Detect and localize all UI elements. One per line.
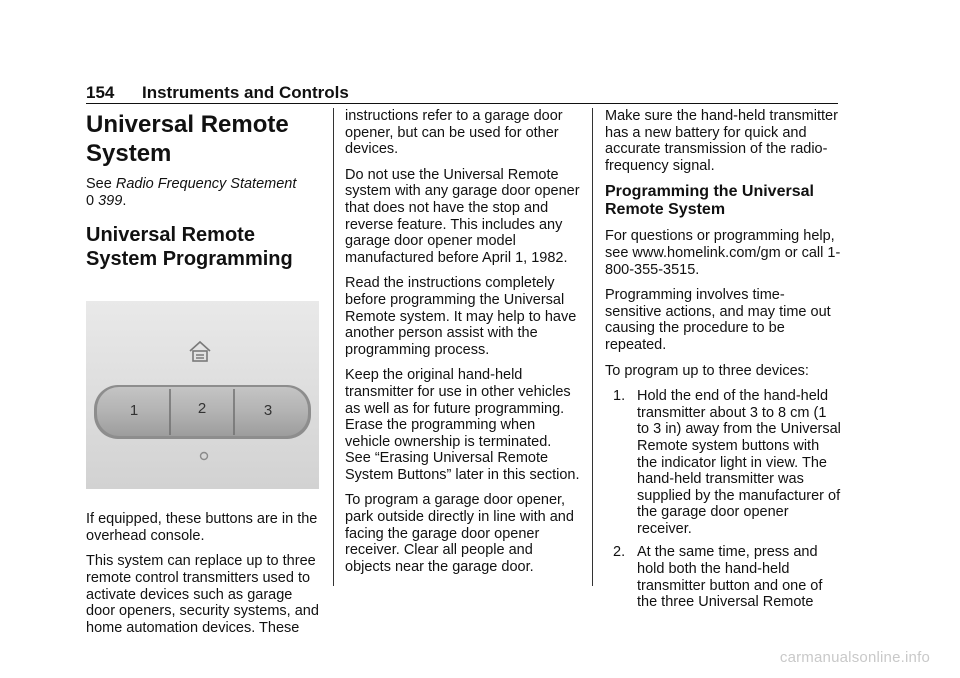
paragraph: To program up to three devices: bbox=[605, 362, 809, 379]
see-prefix: See bbox=[86, 176, 112, 192]
paragraph: Do not use the Universal Remote system with any garage door opener that does not have the stop and reverse feature. This includes any garage door opener model manufactured before April 1, 1982. bbox=[345, 166, 580, 266]
section-title: Instruments and Controls bbox=[142, 83, 349, 102]
section-heading: Universal Remote System Programming bbox=[86, 224, 293, 271]
column-divider bbox=[592, 108, 593, 586]
paragraph: If equipped, these buttons are in the overhead console. bbox=[86, 511, 318, 544]
page-ref-icon: 0 bbox=[86, 192, 95, 209]
column-divider bbox=[333, 108, 334, 586]
paragraph: Keep the original hand-held transmitter for use in other vehicles as well as for future programming. Erase the programming when vehicle ownership is terminated. See “Erasing Universal Remote System Buttons” later in this section. bbox=[345, 367, 580, 483]
list-item bbox=[605, 388, 841, 537]
page-number: 154 bbox=[86, 83, 115, 102]
button-3-label: 3 bbox=[263, 402, 273, 420]
page-header bbox=[86, 82, 838, 104]
see-page[interactable]: 399 bbox=[98, 192, 123, 209]
step-text: Hold the end of the hand-held transmitter about 3 to 8 cm (1 to 3 in) away from the Universal Remote system buttons with the indicator light in view. The hand-held transmitter was supplied by the manufacturer of the garage door opener receiver. bbox=[637, 388, 841, 537]
watermark: carmanualsonline.info bbox=[779, 649, 930, 666]
steps-list bbox=[605, 388, 841, 611]
paragraph: Read the instructions completely before programming the Universal Remote system. It may help to have another person assist with the programming process. bbox=[345, 275, 577, 358]
paragraph: This system can replace up to three remote control transmitters used to activate devices such as garage door openers, security systems, and home automation devices. These bbox=[86, 553, 319, 636]
column-1 bbox=[86, 108, 322, 645]
step-number: 2. bbox=[613, 544, 626, 561]
step-number: 1. bbox=[613, 388, 626, 405]
paragraph: For questions or programming help, see www.homelink.com/gm or call 1-800-355-3515. bbox=[605, 228, 841, 278]
paragraph: Make sure the hand-held transmitter has a new battery for quick and accurate transmission of the radio-frequency signal. bbox=[605, 108, 838, 174]
paragraph: Programming involves time-sensitive actions, and may time out causing the procedure to be repeated. bbox=[605, 287, 831, 353]
step-text: At the same time, press and hold both the hand-held transmitter button and one of the three Universal Remote bbox=[637, 544, 823, 611]
button-2-label: 2 bbox=[197, 400, 207, 418]
paragraph: To program a garage door opener, park outside directly in line with and facing the garage door opener receiver. Clear all people and objects near the garage door. bbox=[345, 492, 574, 575]
see-link[interactable]: Radio Frequency Statement bbox=[115, 176, 297, 192]
subsection-heading: Programming the Universal Remote System bbox=[605, 183, 814, 219]
column-2 bbox=[345, 108, 581, 584]
header-rule bbox=[86, 103, 838, 104]
column-3 bbox=[605, 108, 841, 618]
see-end: . bbox=[122, 192, 127, 209]
button-1-label: 1 bbox=[129, 402, 139, 420]
paragraph: instructions refer to a garage door opener, but can be used for other devices. bbox=[345, 108, 563, 158]
list-item bbox=[605, 544, 841, 610]
universal-remote-buttons-figure bbox=[86, 301, 319, 489]
see-reference bbox=[86, 176, 322, 209]
page-title: Universal Remote System bbox=[86, 111, 289, 167]
